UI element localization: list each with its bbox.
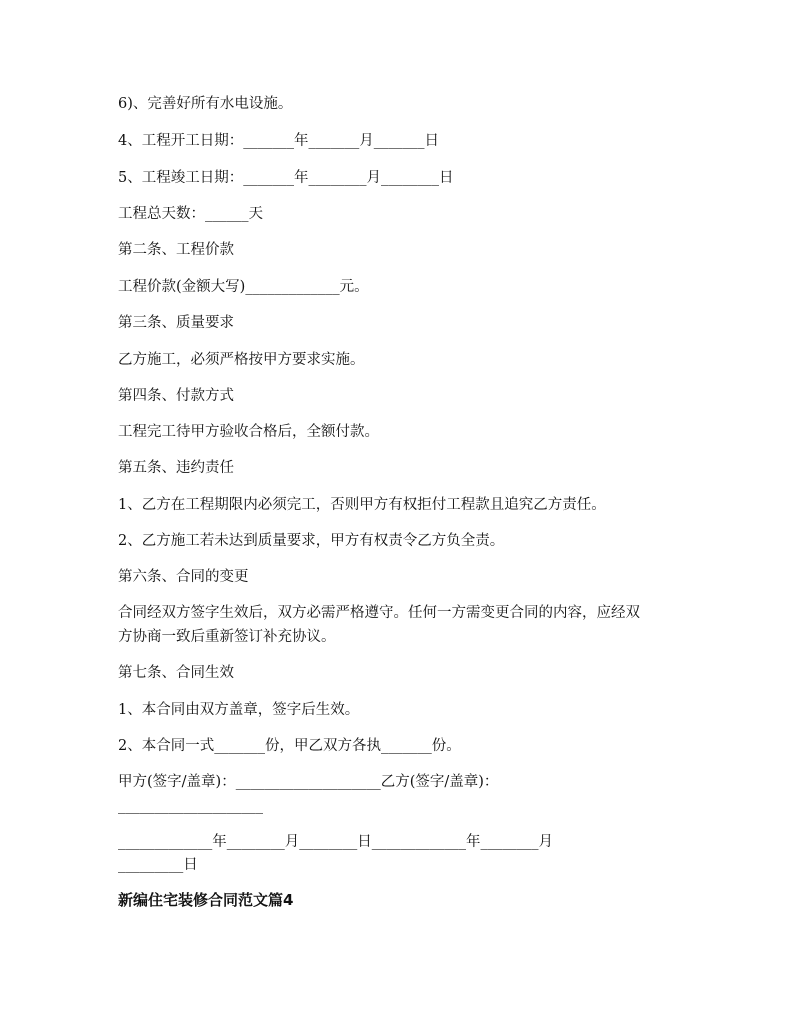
article-4-title: 第四条、付款方式 bbox=[118, 388, 234, 404]
signature-date-day: _________日 bbox=[118, 857, 198, 873]
article-5-title: 第五条、违约责任 bbox=[118, 460, 234, 476]
liability-item-2: 2、乙方施工若未达到质量要求，甲方有权责令乙方负全责。 bbox=[118, 533, 505, 549]
article-7-title: 第七条、合同生效 bbox=[118, 665, 234, 681]
quality-requirement: 乙方施工，必须严格按甲方要求实施。 bbox=[118, 352, 365, 368]
start-date-line: 4、工程开工日期：_______年_______月_______日 bbox=[118, 133, 439, 149]
clause-water-electric: 6)、完善好所有水电设施。 bbox=[118, 96, 293, 112]
project-price-line: 工程价款(金额大写)_____________元。 bbox=[118, 279, 369, 295]
change-clause-line-1: 合同经双方签字生效后，双方必需严格遵守。任何一方需变更合同的内容，应经双 bbox=[118, 605, 640, 621]
section-heading: 新编住宅装修合同范文篇4 bbox=[118, 891, 294, 909]
article-6-title: 第六条、合同的变更 bbox=[118, 569, 249, 585]
change-clause-line-2: 方协商一致后重新签订补充协议。 bbox=[118, 629, 336, 645]
article-3-title: 第三条、质量要求 bbox=[118, 315, 234, 331]
signature-blank: ____________________ bbox=[118, 798, 263, 814]
effect-item-2: 2、本合同一式_______份，甲乙双方各执_______份。 bbox=[118, 738, 461, 754]
signature-line: 甲方(签字/盖章)：____________________乙方(签字/盖章)： bbox=[118, 774, 499, 790]
signature-date-line: _____________年________月________日_____________年________月 bbox=[118, 834, 553, 850]
article-2-title: 第二条、工程价款 bbox=[118, 242, 234, 258]
completion-date-line: 5、工程竣工日期：_______年________月________日 bbox=[118, 170, 454, 186]
payment-method: 工程完工待甲方验收合格后，全额付款。 bbox=[118, 424, 379, 440]
effect-item-1: 1、本合同由双方盖章，签字后生效。 bbox=[118, 702, 360, 718]
liability-item-1: 1、乙方在工程期限内必须完工，否则甲方有权拒付工程款且追究乙方责任。 bbox=[118, 497, 606, 513]
total-days-line: 工程总天数：______天 bbox=[118, 206, 263, 222]
